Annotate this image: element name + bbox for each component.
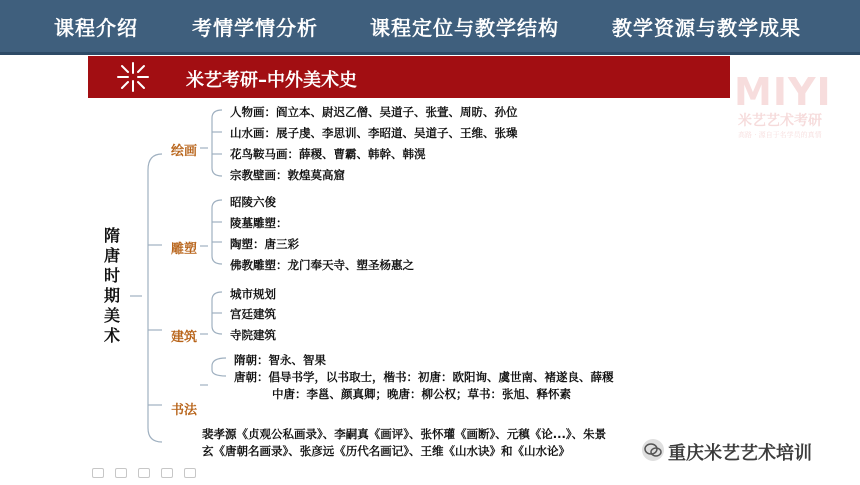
grid-icon[interactable]: [115, 468, 127, 478]
list-item: 宗教壁画：敦煌莫高窟: [230, 168, 345, 182]
slide-brand-title: 米艺考研–中外美术史: [186, 70, 357, 91]
list-item: 花鸟鞍马画：薛稷、曹霸、韩幹、韩滉: [230, 147, 426, 161]
wechat-icon: [642, 439, 664, 461]
more-icon[interactable]: [184, 468, 196, 478]
list-item: 山水画：展子虔、李思训、李昭道、吴道子、王维、张璪: [230, 126, 518, 140]
category-architecture: 建筑: [171, 330, 198, 345]
wechat-glyph-icon: [642, 439, 664, 461]
list-item: 佛教雕塑：龙门奉天寺、塑圣杨惠之: [230, 258, 414, 272]
category-sculpture: 雕塑: [171, 242, 198, 257]
tab-course-intro[interactable]: 课程介绍: [54, 16, 138, 40]
list-item: 隋朝：智永、智果: [234, 353, 326, 367]
watermark-tagline: 高路 · 源自于名学员的真情: [738, 131, 822, 139]
zoom-icon[interactable]: [161, 468, 173, 478]
list-item: 宫廷建筑: [230, 307, 276, 321]
list-item: 人物画：阎立本、尉迟乙僧、吴道子、张萱、周昉、孙位: [230, 105, 518, 119]
chat-icon[interactable]: [138, 468, 150, 478]
tab-teaching-resources[interactable]: 教学资源与教学成果: [612, 16, 801, 40]
theory-line: 裴孝源《贞观公私画录》、李嗣真《画评》、张怀瓘《画断》、元稹《论...》、朱景: [202, 427, 607, 441]
list-item: 中唐：李邕、颜真卿；晚唐：柳公权；草书：张旭、释怀素: [272, 387, 571, 401]
period-label: 隋唐时期美术: [104, 226, 121, 345]
pen-icon[interactable]: [92, 468, 104, 478]
list-item: 昭陵六俊: [230, 195, 276, 209]
list-item: 陵墓雕塑：: [230, 216, 288, 230]
slide-toolbar: [92, 463, 202, 475]
watermark-logo-text: MIYI: [734, 70, 832, 114]
tab-exam-analysis[interactable]: 考情学情分析: [192, 16, 318, 40]
list-item: 寺院建筑: [230, 328, 276, 342]
category-calligraphy: 书法: [171, 403, 198, 418]
tab-course-structure[interactable]: 课程定位与教学结构: [370, 16, 559, 40]
theory-line: 玄《唐朝名画录》、张彦远《历代名画记》、王维《山水诀》和《山水论》: [202, 444, 570, 458]
wechat-account-label: 重庆米艺艺术培训: [668, 443, 812, 464]
watermark-subtitle: 米艺艺术考研: [738, 113, 822, 129]
list-item: 唐朝：倡导书学，以书取士，楷书：初唐：欧阳询、虞世南、褚遂良、薛稷: [234, 370, 614, 384]
list-item: 陶塑：唐三彩: [230, 237, 299, 251]
wechat-overlay: [628, 435, 860, 469]
category-painting: 绘画: [171, 144, 198, 159]
list-item: 城市规划: [230, 287, 276, 301]
